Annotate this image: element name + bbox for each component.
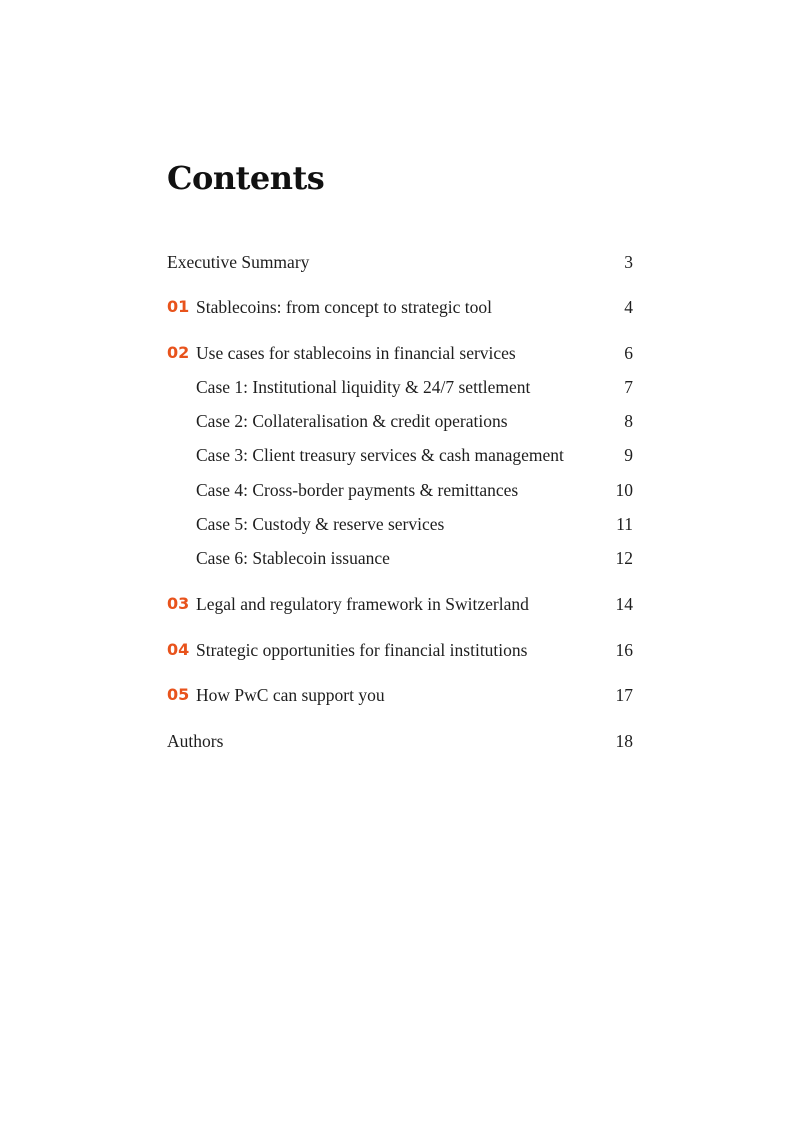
toc-entry-case-5[interactable] xyxy=(167,512,633,536)
toc-entry-page: 8 xyxy=(624,411,633,431)
toc-entry-page: 11 xyxy=(616,514,633,534)
toc-entry-label: Legal and regulatory framework in Switzerland xyxy=(196,594,529,614)
toc-entry-label: Executive Summary xyxy=(167,252,310,272)
toc-entry-label: Case 1: Institutional liquidity & 24/7 settlement xyxy=(196,377,531,397)
toc-entry-section-02[interactable] xyxy=(167,341,633,365)
toc-entry-label: Case 5: Custody & reserve services xyxy=(196,514,445,534)
toc-entry-label: Authors xyxy=(167,731,224,751)
toc-entry-case-6[interactable] xyxy=(167,546,633,570)
toc-entry-label: Case 6: Stablecoin issuance xyxy=(196,548,390,568)
toc-entry-label: Use cases for stablecoins in financial services xyxy=(196,343,516,363)
toc-entry-label: Case 3: Client treasury services & cash management xyxy=(196,445,564,465)
toc-entry-label: Stablecoins: from concept to strategic tool xyxy=(196,297,492,317)
toc-entry-page: 16 xyxy=(615,640,633,660)
toc-entry-page: 6 xyxy=(624,343,633,363)
toc-entry-case-4[interactable] xyxy=(167,478,633,502)
toc-entry-case-1[interactable] xyxy=(167,375,633,399)
toc-entry-section-04[interactable] xyxy=(167,638,633,662)
section-number: 01 xyxy=(167,297,190,316)
toc-entry-page: 18 xyxy=(615,731,633,751)
section-number: 04 xyxy=(167,640,190,659)
toc-entry-section-03[interactable] xyxy=(167,592,633,616)
toc-entry-case-3[interactable] xyxy=(167,443,633,467)
section-number: 05 xyxy=(167,685,190,704)
toc-entry-page: 3 xyxy=(624,252,633,272)
toc-entry-label: Strategic opportunities for financial institutions xyxy=(196,640,528,660)
toc-entry-section-01[interactable] xyxy=(167,295,633,319)
toc-entry-authors[interactable] xyxy=(167,729,633,753)
section-number: 02 xyxy=(167,343,190,362)
page-title: Contents xyxy=(167,159,325,197)
toc-entry-executive-summary[interactable] xyxy=(167,250,633,274)
toc-entry-page: 4 xyxy=(624,297,633,317)
toc-entry-page: 17 xyxy=(615,685,633,705)
toc-entry-page: 12 xyxy=(615,548,633,568)
toc-entry-page: 9 xyxy=(624,445,633,465)
toc-entry-label: How PwC can support you xyxy=(196,685,385,705)
toc-entry-case-2[interactable] xyxy=(167,409,633,433)
toc-entry-label: Case 2: Collateralisation & credit operations xyxy=(196,411,508,431)
toc-entry-label: Case 4: Cross-border payments & remittances xyxy=(196,480,519,500)
section-number: 03 xyxy=(167,594,190,613)
toc-entry-page: 14 xyxy=(615,594,633,614)
toc-entry-page: 7 xyxy=(624,377,633,397)
toc-entry-section-05[interactable] xyxy=(167,683,633,707)
toc-entry-page: 10 xyxy=(615,480,633,500)
